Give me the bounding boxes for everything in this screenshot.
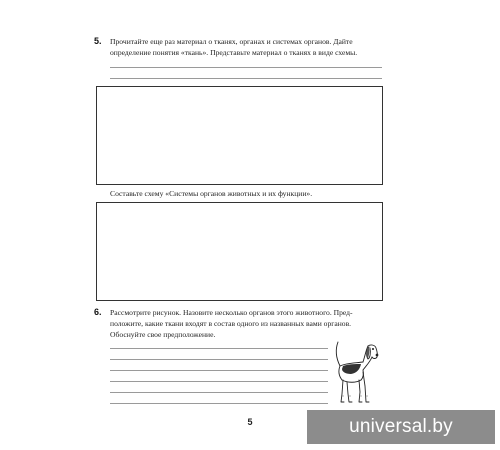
organ-systems-scheme-box [96, 202, 383, 301]
task-5-number: 5. [94, 36, 102, 46]
answer-line [110, 370, 328, 371]
answer-line [110, 78, 382, 79]
organ-systems-prompt: Составьте схему «Системы органов животных и их функции». [110, 189, 313, 198]
answer-line [110, 392, 328, 393]
watermark-badge: universal.by [307, 410, 495, 444]
answer-line [110, 348, 328, 349]
task-5-text-line-1: Прочитайте еще раз материал о тканях, органах и системах органов. Дайте [110, 37, 353, 46]
beagle-dog-icon [330, 336, 380, 410]
task-6-number: 6. [94, 307, 102, 317]
tissue-scheme-box [96, 86, 383, 185]
task-6-text-line-3: Обоснуйте свое предположение. [110, 330, 216, 339]
task-6-text-line-1: Рассмотрите рисунок. Назовите несколько органов этого животного. Пред- [110, 308, 353, 317]
answer-line [110, 359, 328, 360]
task-5-text-line-2: определение понятия «ткань». Представьте материал о тканях в виде схемы. [110, 48, 358, 57]
page-number: 5 [247, 417, 253, 427]
answer-line [110, 403, 328, 404]
answer-line [110, 381, 328, 382]
answer-line [110, 67, 382, 68]
task-6-text-line-2: положите, какие ткани входят в состав одного из названных вами органов. [110, 319, 352, 328]
